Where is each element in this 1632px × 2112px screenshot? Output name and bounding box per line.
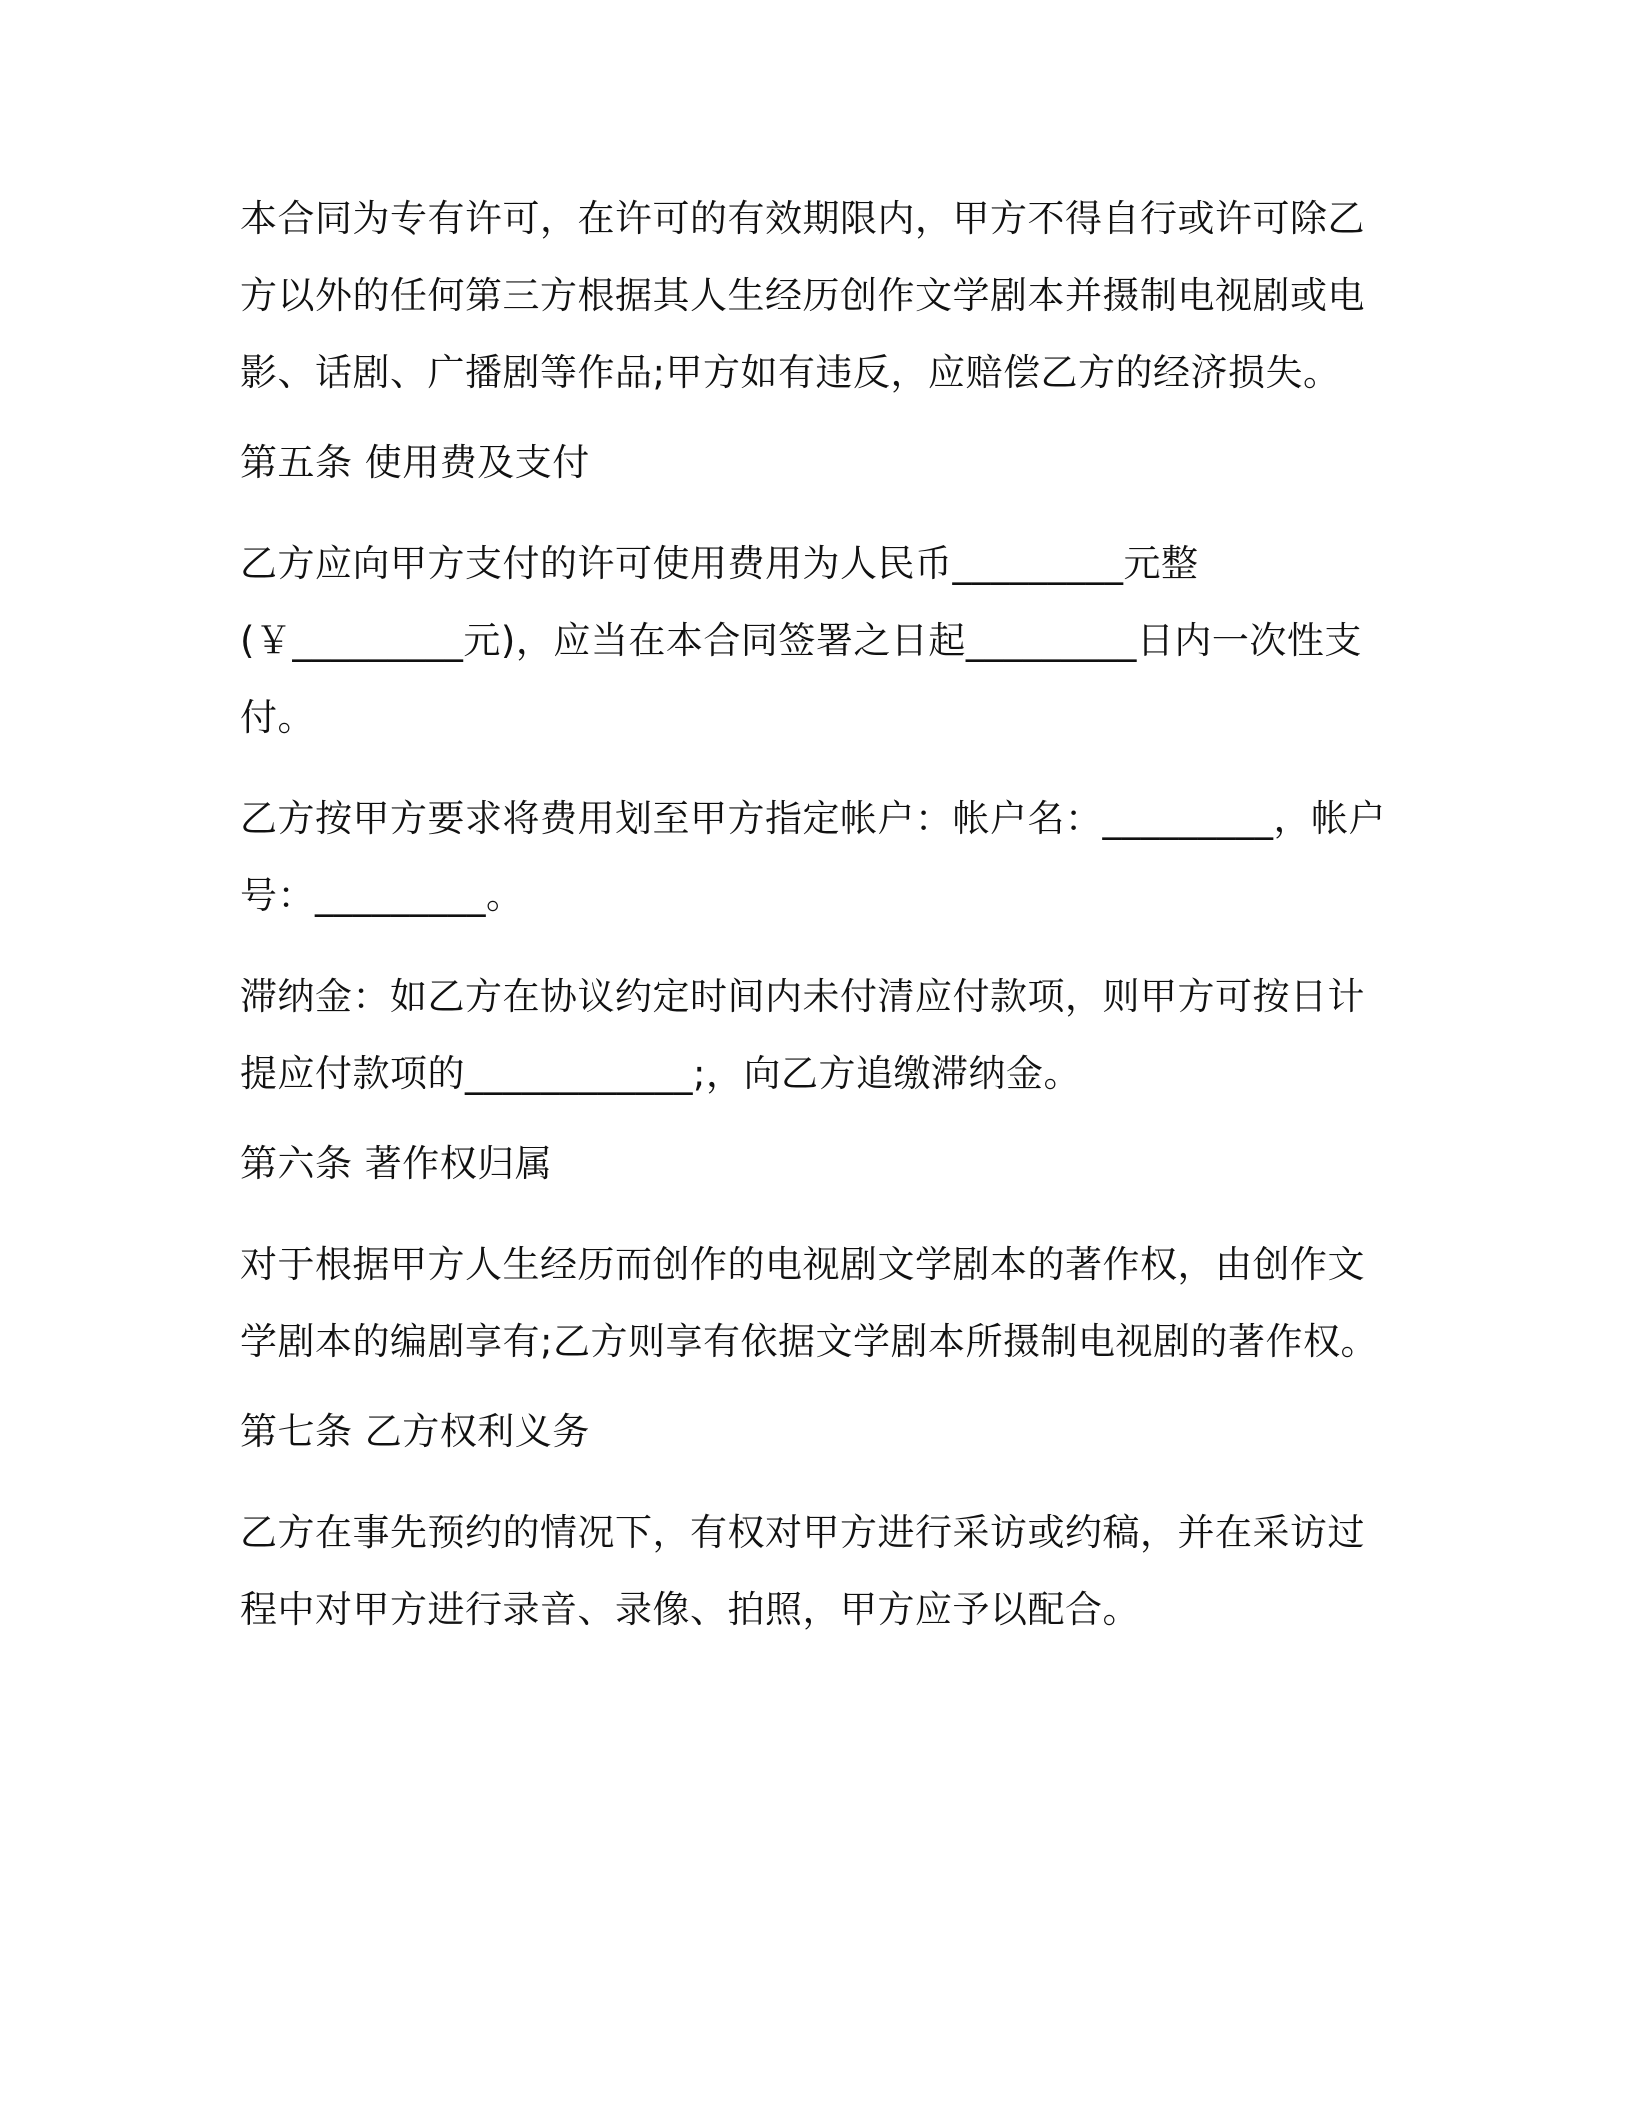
heading-article-7: 第七条 乙方权利义务 xyxy=(240,1410,590,1453)
heading-article-5: 第五条 使用费及支付 xyxy=(240,441,590,484)
document-page xyxy=(240,180,1400,1648)
paragraph-party-b-rights: 乙方在事先预约的情况下，有权对甲方进行采访或约稿，并在采访过程中对甲方进行录音、录像、拍照，甲方应予以配合。 xyxy=(240,1511,1365,1631)
paragraph-late-fee: 滞纳金：如乙方在协议约定时间内未付清应付款项，则甲方可按日计提应付款项的____________;，向乙方追缴滞纳金。 xyxy=(240,975,1365,1095)
paragraph-copyright: 对于根据甲方人生经历而创作的电视剧文学剧本的著作权，由创作文学剧本的编剧享有;乙方则享有依据文学剧本所摄制电视剧的著作权。 xyxy=(240,1243,1378,1363)
paragraph-payment-account: 乙方按甲方要求将费用划至甲方指定帐户：帐户名：_________，帐户号：_________。 xyxy=(240,797,1386,917)
paragraph-license-fee: 乙方应向甲方支付的许可使用费用为人民币_________元整(￥_________元)，应当在本合同签署之日起_________日内一次性支付。 xyxy=(240,542,1362,739)
paragraph-exclusive-license: 本合同为专有许可，在许可的有效期限内，甲方不得自行或许可除乙方以外的任何第三方根据其人生经历创作文学剧本并摄制电视剧或电影、话剧、广播剧等作品;甲方如有违反，应赔偿乙方的经济损失。 xyxy=(240,197,1365,394)
heading-article-6: 第六条 著作权归属 xyxy=(240,1142,553,1185)
